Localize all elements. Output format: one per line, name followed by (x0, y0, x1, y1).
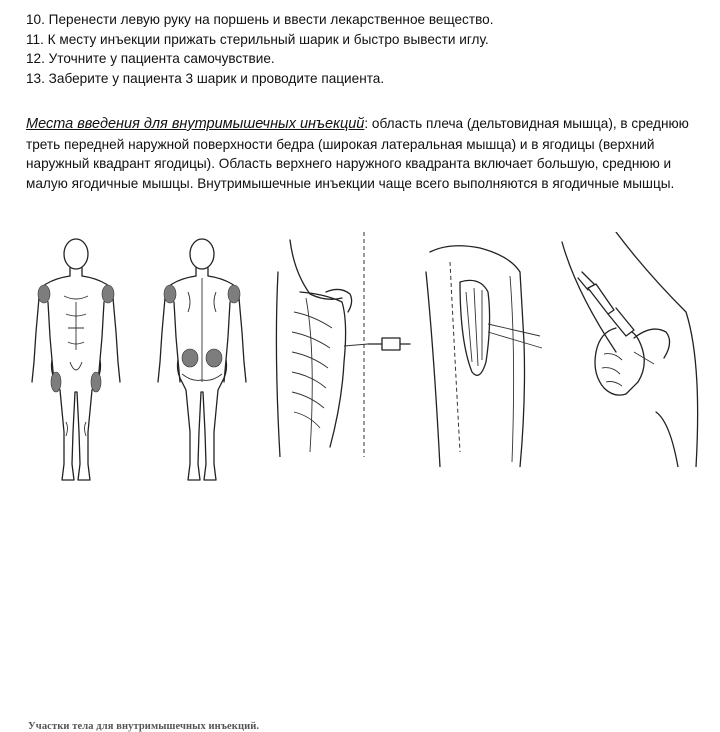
step-12: 12. Уточните у пациента самочувствие. (26, 51, 275, 66)
hand-syringe-illustration (556, 232, 706, 467)
body-back-illustration (152, 232, 252, 487)
body-front-illustration (26, 232, 126, 487)
illustrations (0, 232, 720, 732)
figure-caption: Участки тела для внутримышечных инъекций. (28, 721, 260, 732)
paragraph-body: : область плеча (дельтовидная мышца), в среднюю треть передней наружной поверхности бедра (широкая латеральная мышца) и в ягодицы (верхний наружный квадрант ягодицы). Область верхнего наружного квадранта включает большую, среднюю и малую ягодичные мышцы. Внутримышечные инъекции чаще всего выполняются в ягодичные мышцы. (26, 116, 689, 191)
paragraph-lead: Места введения для внутримышечных инъекций (26, 116, 365, 132)
injection-sites-paragraph (26, 114, 694, 193)
step-11: 11. К месту инъекции прижать стерильный шарик и быстро вывести иглу. (26, 31, 489, 47)
instruction-steps (26, 10, 706, 88)
step-13: 13. Заберите у пациента 3 шарик и проводите пациента. (26, 70, 385, 86)
shoulder-injection-illustration (270, 232, 420, 457)
step-10: 10. Перенести левую руку на поршень и ввести лекарственное вещество. (26, 12, 494, 27)
thigh-injection-illustration (420, 232, 550, 467)
